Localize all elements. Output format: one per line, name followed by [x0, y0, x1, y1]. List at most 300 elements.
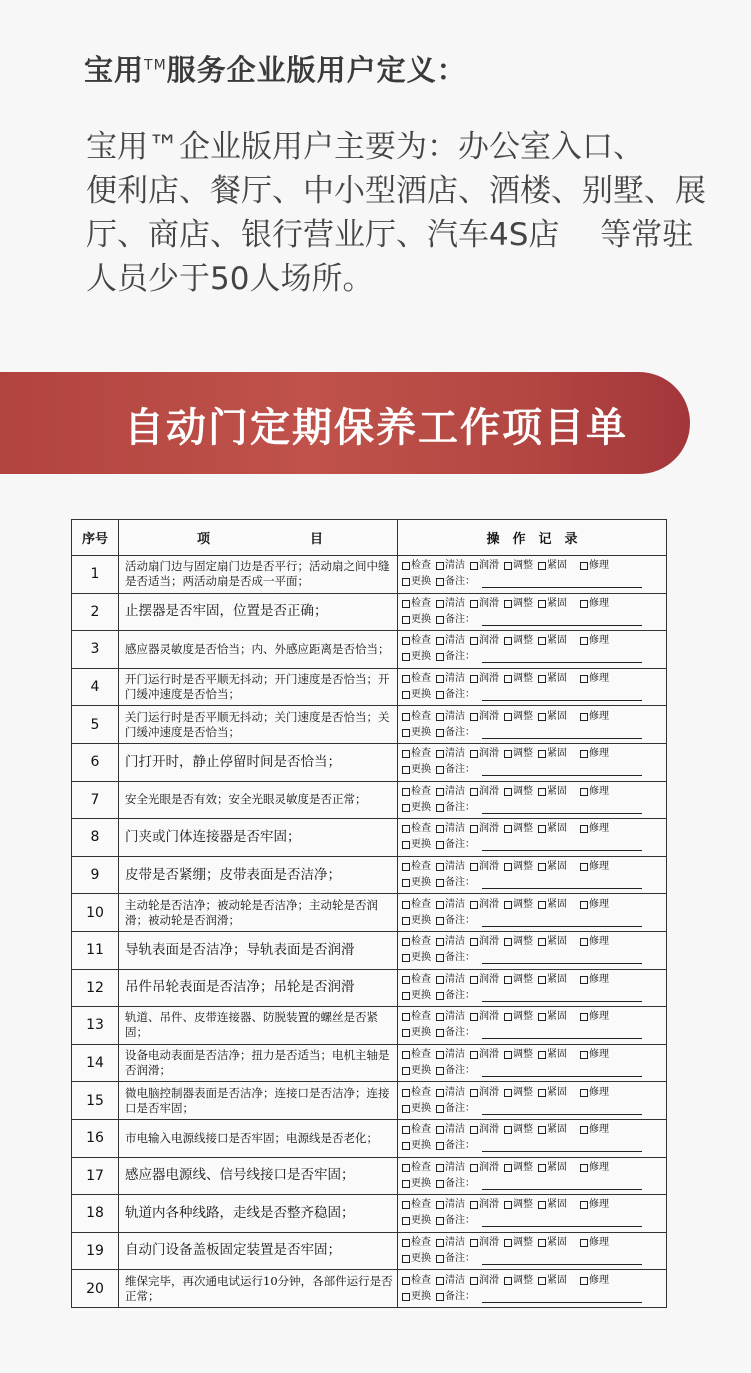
notes-label[interactable] [436, 988, 475, 1004]
checkbox-icon[interactable] [470, 825, 478, 833]
checkbox-icon[interactable] [436, 1029, 444, 1037]
record-option[interactable] [470, 821, 499, 837]
record-option[interactable] [436, 1122, 465, 1138]
record-option[interactable] [402, 725, 431, 741]
record-option[interactable] [538, 596, 567, 612]
record-option[interactable] [504, 1009, 533, 1025]
checkbox-icon[interactable] [580, 976, 588, 984]
checkbox-icon[interactable] [580, 1277, 588, 1285]
record-option[interactable] [538, 1047, 567, 1063]
checkbox-icon[interactable] [436, 562, 444, 570]
record-option[interactable] [538, 746, 567, 762]
checkbox-icon[interactable] [402, 1255, 410, 1263]
notes-input-line[interactable] [482, 1291, 642, 1303]
checkbox-icon[interactable] [436, 653, 444, 661]
checkbox-icon[interactable] [504, 1013, 512, 1021]
checkbox-icon[interactable] [470, 788, 478, 796]
record-option[interactable] [504, 784, 533, 800]
record-option[interactable] [402, 558, 431, 574]
checkbox-icon[interactable] [436, 1105, 444, 1113]
notes-label[interactable] [436, 1176, 475, 1192]
checkbox-icon[interactable] [538, 863, 546, 871]
record-option[interactable] [580, 1160, 609, 1176]
record-option[interactable] [402, 1160, 431, 1176]
notes-input-line[interactable] [482, 576, 642, 588]
record-option[interactable] [402, 875, 431, 891]
record-option[interactable] [402, 1289, 431, 1305]
record-option[interactable] [402, 574, 431, 590]
record-option[interactable] [504, 1047, 533, 1063]
record-option[interactable] [470, 1197, 499, 1213]
notes-label[interactable] [436, 913, 475, 929]
checkbox-icon[interactable] [436, 1180, 444, 1188]
record-option[interactable] [402, 746, 431, 762]
checkbox-icon[interactable] [402, 976, 410, 984]
record-option[interactable] [580, 1235, 609, 1251]
notes-label[interactable] [436, 800, 475, 816]
record-option[interactable] [402, 934, 431, 950]
checkbox-icon[interactable] [436, 804, 444, 812]
checkbox-icon[interactable] [470, 1164, 478, 1172]
record-option[interactable] [436, 671, 465, 687]
record-option[interactable] [436, 746, 465, 762]
notes-input-line[interactable] [482, 915, 642, 927]
checkbox-icon[interactable] [580, 788, 588, 796]
checkbox-icon[interactable] [580, 675, 588, 683]
checkbox-icon[interactable] [470, 1239, 478, 1247]
record-option[interactable] [402, 859, 431, 875]
record-option[interactable] [580, 934, 609, 950]
checkbox-icon[interactable] [436, 766, 444, 774]
checkbox-icon[interactable] [402, 1105, 410, 1113]
notes-input-line[interactable] [482, 1215, 642, 1227]
checkbox-icon[interactable] [470, 976, 478, 984]
checkbox-icon[interactable] [580, 1164, 588, 1172]
checkbox-icon[interactable] [538, 1277, 546, 1285]
checkbox-icon[interactable] [470, 1277, 478, 1285]
record-option[interactable] [436, 1085, 465, 1101]
record-option[interactable] [470, 1122, 499, 1138]
record-option[interactable] [402, 1047, 431, 1063]
checkbox-icon[interactable] [402, 600, 410, 608]
record-option[interactable] [504, 558, 533, 574]
notes-label[interactable] [436, 762, 475, 778]
checkbox-icon[interactable] [580, 1239, 588, 1247]
checkbox-icon[interactable] [470, 863, 478, 871]
record-option[interactable] [580, 1122, 609, 1138]
checkbox-icon[interactable] [538, 562, 546, 570]
checkbox-icon[interactable] [504, 863, 512, 871]
checkbox-icon[interactable] [402, 804, 410, 812]
record-option[interactable] [580, 859, 609, 875]
record-option[interactable] [402, 1025, 431, 1041]
record-option[interactable] [580, 709, 609, 725]
checkbox-icon[interactable] [580, 600, 588, 608]
notes-input-line[interactable] [482, 1065, 642, 1077]
checkbox-icon[interactable] [436, 1201, 444, 1209]
checkbox-icon[interactable] [538, 1239, 546, 1247]
record-option[interactable] [504, 934, 533, 950]
checkbox-icon[interactable] [580, 713, 588, 721]
checkbox-icon[interactable] [402, 1142, 410, 1150]
record-option[interactable] [402, 1213, 431, 1229]
checkbox-icon[interactable] [436, 788, 444, 796]
checkbox-icon[interactable] [580, 1051, 588, 1059]
checkbox-icon[interactable] [504, 1239, 512, 1247]
record-option[interactable] [504, 821, 533, 837]
checkbox-icon[interactable] [470, 750, 478, 758]
record-option[interactable] [538, 633, 567, 649]
checkbox-icon[interactable] [436, 616, 444, 624]
checkbox-icon[interactable] [580, 1201, 588, 1209]
checkbox-icon[interactable] [436, 637, 444, 645]
checkbox-icon[interactable] [504, 562, 512, 570]
checkbox-icon[interactable] [402, 1217, 410, 1225]
record-option[interactable] [470, 784, 499, 800]
checkbox-icon[interactable] [580, 938, 588, 946]
record-option[interactable] [580, 596, 609, 612]
record-option[interactable] [402, 897, 431, 913]
checkbox-icon[interactable] [402, 1067, 410, 1075]
checkbox-icon[interactable] [436, 917, 444, 925]
checkbox-icon[interactable] [402, 1180, 410, 1188]
record-option[interactable] [436, 821, 465, 837]
checkbox-icon[interactable] [402, 562, 410, 570]
checkbox-icon[interactable] [504, 637, 512, 645]
notes-label[interactable] [436, 725, 475, 741]
record-option[interactable] [580, 1085, 609, 1101]
record-option[interactable] [402, 1176, 431, 1192]
checkbox-icon[interactable] [504, 713, 512, 721]
record-option[interactable] [436, 784, 465, 800]
checkbox-icon[interactable] [538, 825, 546, 833]
record-option[interactable] [402, 988, 431, 1004]
record-option[interactable] [580, 746, 609, 762]
checkbox-icon[interactable] [436, 1089, 444, 1097]
checkbox-icon[interactable] [402, 653, 410, 661]
notes-label[interactable] [436, 1101, 475, 1117]
record-option[interactable] [402, 596, 431, 612]
checkbox-icon[interactable] [402, 954, 410, 962]
checkbox-icon[interactable] [402, 750, 410, 758]
checkbox-icon[interactable] [538, 637, 546, 645]
checkbox-icon[interactable] [436, 992, 444, 1000]
checkbox-icon[interactable] [436, 750, 444, 758]
checkbox-icon[interactable] [436, 713, 444, 721]
notes-label[interactable] [436, 1251, 475, 1267]
record-option[interactable] [580, 633, 609, 649]
checkbox-icon[interactable] [538, 675, 546, 683]
record-option[interactable] [402, 1085, 431, 1101]
record-option[interactable] [436, 1047, 465, 1063]
record-option[interactable] [538, 1160, 567, 1176]
record-option[interactable] [436, 934, 465, 950]
checkbox-icon[interactable] [402, 1013, 410, 1021]
notes-input-line[interactable] [482, 764, 642, 776]
checkbox-icon[interactable] [580, 901, 588, 909]
checkbox-icon[interactable] [436, 1217, 444, 1225]
notes-input-line[interactable] [482, 1140, 642, 1152]
notes-input-line[interactable] [482, 689, 642, 701]
record-option[interactable] [402, 687, 431, 703]
checkbox-icon[interactable] [402, 1201, 410, 1209]
notes-input-line[interactable] [482, 802, 642, 814]
checkbox-icon[interactable] [504, 1277, 512, 1285]
record-option[interactable] [538, 821, 567, 837]
checkbox-icon[interactable] [538, 750, 546, 758]
record-option[interactable] [436, 633, 465, 649]
record-option[interactable] [470, 859, 499, 875]
checkbox-icon[interactable] [402, 863, 410, 871]
record-option[interactable] [470, 1235, 499, 1251]
checkbox-icon[interactable] [504, 1089, 512, 1097]
checkbox-icon[interactable] [504, 976, 512, 984]
record-option[interactable] [470, 596, 499, 612]
checkbox-icon[interactable] [504, 675, 512, 683]
checkbox-icon[interactable] [470, 938, 478, 946]
checkbox-icon[interactable] [402, 1051, 410, 1059]
checkbox-icon[interactable] [470, 1013, 478, 1021]
record-option[interactable] [538, 1197, 567, 1213]
record-option[interactable] [470, 1009, 499, 1025]
checkbox-icon[interactable] [402, 616, 410, 624]
record-option[interactable] [504, 859, 533, 875]
record-option[interactable] [436, 1197, 465, 1213]
record-option[interactable] [580, 972, 609, 988]
record-option[interactable] [402, 1197, 431, 1213]
record-option[interactable] [436, 1160, 465, 1176]
checkbox-icon[interactable] [402, 788, 410, 796]
record-option[interactable] [402, 800, 431, 816]
checkbox-icon[interactable] [402, 1089, 410, 1097]
checkbox-icon[interactable] [470, 713, 478, 721]
record-option[interactable] [538, 897, 567, 913]
checkbox-icon[interactable] [504, 825, 512, 833]
checkbox-icon[interactable] [436, 675, 444, 683]
record-option[interactable] [504, 671, 533, 687]
record-option[interactable] [470, 558, 499, 574]
checkbox-icon[interactable] [436, 1126, 444, 1134]
record-option[interactable] [402, 950, 431, 966]
record-option[interactable] [538, 1235, 567, 1251]
checkbox-icon[interactable] [436, 841, 444, 849]
record-option[interactable] [402, 649, 431, 665]
record-option[interactable] [580, 1273, 609, 1289]
checkbox-icon[interactable] [402, 1126, 410, 1134]
record-option[interactable] [470, 972, 499, 988]
record-option[interactable] [470, 897, 499, 913]
checkbox-icon[interactable] [504, 1126, 512, 1134]
record-option[interactable] [580, 897, 609, 913]
record-option[interactable] [470, 1273, 499, 1289]
checkbox-icon[interactable] [470, 562, 478, 570]
checkbox-icon[interactable] [580, 750, 588, 758]
record-option[interactable] [538, 1009, 567, 1025]
record-option[interactable] [436, 1273, 465, 1289]
record-option[interactable] [504, 746, 533, 762]
checkbox-icon[interactable] [470, 600, 478, 608]
record-option[interactable] [580, 1009, 609, 1025]
checkbox-icon[interactable] [402, 578, 410, 586]
checkbox-icon[interactable] [436, 1277, 444, 1285]
checkbox-icon[interactable] [504, 788, 512, 796]
notes-label[interactable] [436, 875, 475, 891]
record-option[interactable] [504, 1122, 533, 1138]
checkbox-icon[interactable] [436, 600, 444, 608]
checkbox-icon[interactable] [504, 938, 512, 946]
checkbox-icon[interactable] [580, 562, 588, 570]
checkbox-icon[interactable] [436, 1013, 444, 1021]
checkbox-icon[interactable] [470, 675, 478, 683]
checkbox-icon[interactable] [580, 863, 588, 871]
notes-label[interactable] [436, 574, 475, 590]
record-option[interactable] [402, 913, 431, 929]
checkbox-icon[interactable] [504, 750, 512, 758]
checkbox-icon[interactable] [538, 1126, 546, 1134]
checkbox-icon[interactable] [402, 766, 410, 774]
record-option[interactable] [538, 1273, 567, 1289]
record-option[interactable] [538, 671, 567, 687]
checkbox-icon[interactable] [538, 1013, 546, 1021]
record-option[interactable] [538, 859, 567, 875]
record-option[interactable] [504, 709, 533, 725]
record-option[interactable] [470, 633, 499, 649]
checkbox-icon[interactable] [402, 675, 410, 683]
checkbox-icon[interactable] [580, 1126, 588, 1134]
record-option[interactable] [504, 1197, 533, 1213]
checkbox-icon[interactable] [402, 691, 410, 699]
checkbox-icon[interactable] [504, 1201, 512, 1209]
record-option[interactable] [436, 596, 465, 612]
checkbox-icon[interactable] [504, 1164, 512, 1172]
checkbox-icon[interactable] [470, 1126, 478, 1134]
checkbox-icon[interactable] [402, 917, 410, 925]
record-option[interactable] [402, 612, 431, 628]
checkbox-icon[interactable] [436, 1255, 444, 1263]
checkbox-icon[interactable] [538, 901, 546, 909]
notes-label[interactable] [436, 1289, 475, 1305]
notes-label[interactable] [436, 1025, 475, 1041]
record-option[interactable] [402, 821, 431, 837]
notes-input-line[interactable] [482, 839, 642, 851]
checkbox-icon[interactable] [436, 1067, 444, 1075]
record-option[interactable] [436, 709, 465, 725]
record-option[interactable] [538, 709, 567, 725]
record-option[interactable] [402, 1235, 431, 1251]
record-option[interactable] [436, 859, 465, 875]
record-option[interactable] [402, 1063, 431, 1079]
record-option[interactable] [402, 762, 431, 778]
record-option[interactable] [538, 1122, 567, 1138]
record-option[interactable] [580, 671, 609, 687]
record-option[interactable] [538, 934, 567, 950]
checkbox-icon[interactable] [470, 1201, 478, 1209]
notes-label[interactable] [436, 1138, 475, 1154]
record-option[interactable] [402, 784, 431, 800]
record-option[interactable] [402, 1251, 431, 1267]
record-option[interactable] [580, 1047, 609, 1063]
checkbox-icon[interactable] [436, 578, 444, 586]
checkbox-icon[interactable] [402, 841, 410, 849]
record-option[interactable] [436, 558, 465, 574]
checkbox-icon[interactable] [436, 938, 444, 946]
notes-label[interactable] [436, 687, 475, 703]
checkbox-icon[interactable] [436, 954, 444, 962]
checkbox-icon[interactable] [436, 863, 444, 871]
checkbox-icon[interactable] [402, 879, 410, 887]
checkbox-icon[interactable] [402, 729, 410, 737]
checkbox-icon[interactable] [470, 901, 478, 909]
notes-label[interactable] [436, 837, 475, 853]
checkbox-icon[interactable] [436, 691, 444, 699]
record-option[interactable] [402, 709, 431, 725]
record-option[interactable] [402, 1273, 431, 1289]
record-option[interactable] [436, 972, 465, 988]
checkbox-icon[interactable] [538, 1051, 546, 1059]
record-option[interactable] [504, 972, 533, 988]
record-option[interactable] [470, 934, 499, 950]
record-option[interactable] [470, 1160, 499, 1176]
record-option[interactable] [538, 558, 567, 574]
notes-input-line[interactable] [482, 1027, 642, 1039]
record-option[interactable] [402, 972, 431, 988]
checkbox-icon[interactable] [538, 788, 546, 796]
checkbox-icon[interactable] [436, 1164, 444, 1172]
checkbox-icon[interactable] [402, 1277, 410, 1285]
record-option[interactable] [504, 1273, 533, 1289]
notes-label[interactable] [436, 950, 475, 966]
notes-input-line[interactable] [482, 990, 642, 1002]
record-option[interactable] [402, 1101, 431, 1117]
record-option[interactable] [470, 746, 499, 762]
notes-input-line[interactable] [482, 1178, 642, 1190]
checkbox-icon[interactable] [436, 1142, 444, 1150]
checkbox-icon[interactable] [470, 1089, 478, 1097]
notes-input-line[interactable] [482, 1253, 642, 1265]
record-option[interactable] [402, 1138, 431, 1154]
record-option[interactable] [504, 1235, 533, 1251]
notes-input-line[interactable] [482, 727, 642, 739]
record-option[interactable] [504, 596, 533, 612]
checkbox-icon[interactable] [436, 1051, 444, 1059]
notes-label[interactable] [436, 1213, 475, 1229]
record-option[interactable] [402, 633, 431, 649]
checkbox-icon[interactable] [538, 1201, 546, 1209]
checkbox-icon[interactable] [504, 901, 512, 909]
checkbox-icon[interactable] [436, 825, 444, 833]
notes-input-line[interactable] [482, 1103, 642, 1115]
record-option[interactable] [402, 671, 431, 687]
record-option[interactable] [504, 633, 533, 649]
record-option[interactable] [402, 1009, 431, 1025]
checkbox-icon[interactable] [436, 1293, 444, 1301]
record-option[interactable] [538, 784, 567, 800]
checkbox-icon[interactable] [402, 1239, 410, 1247]
checkbox-icon[interactable] [538, 1089, 546, 1097]
record-option[interactable] [436, 1235, 465, 1251]
notes-input-line[interactable] [482, 952, 642, 964]
checkbox-icon[interactable] [538, 976, 546, 984]
notes-label[interactable] [436, 649, 475, 665]
checkbox-icon[interactable] [436, 976, 444, 984]
checkbox-icon[interactable] [436, 1239, 444, 1247]
checkbox-icon[interactable] [402, 637, 410, 645]
checkbox-icon[interactable] [580, 825, 588, 833]
checkbox-icon[interactable] [580, 1089, 588, 1097]
record-option[interactable] [580, 558, 609, 574]
checkbox-icon[interactable] [402, 1164, 410, 1172]
checkbox-icon[interactable] [402, 901, 410, 909]
